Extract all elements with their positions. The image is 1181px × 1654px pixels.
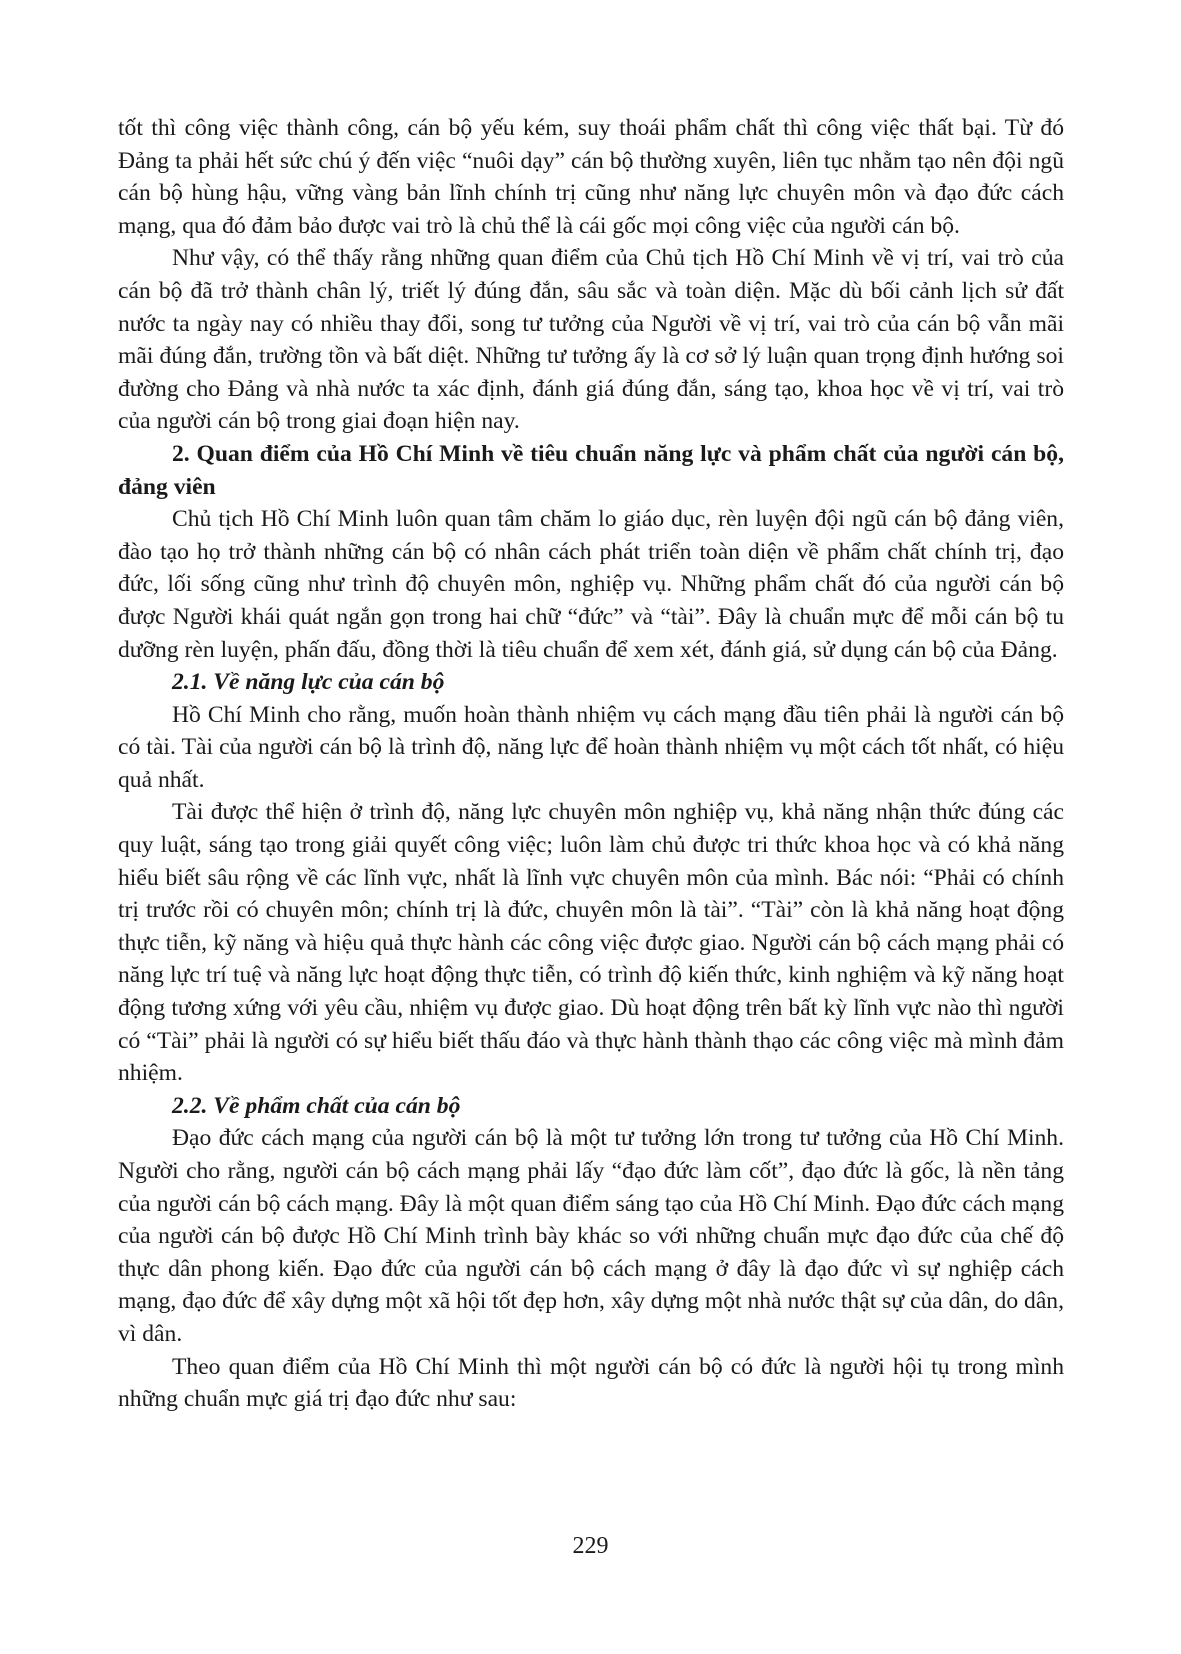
subsection-heading-2-2: 2.2. Về phẩm chất của cán bộ bbox=[172, 1092, 461, 1119]
body-text bbox=[118, 112, 1064, 1416]
paragraph-4: Hồ Chí Minh cho rằng, muốn hoàn thành nhiệm vụ cách mạng đầu tiên phải là người cán bộ có tài. Tài của người cán bộ là trình độ, năng lực để hoàn thành nhiệm vụ một cách tốt nhất, có hiệu quả nhất. bbox=[118, 701, 1064, 793]
paragraph-6: Đạo đức cách mạng của người cán bộ là một tư tưởng lớn trong tư tưởng của Hồ Chí Minh. Người cho rằng, người cán bộ cách mạng phải lấy “đạo đức làm cốt”, đạo đức là gốc, là nền tảng của người cán bộ cách mạng. Đây là một quan điểm sáng tạo của Hồ Chí Minh. Đạo đức cách mạng của người cán bộ được Hồ Chí Minh trình bày khác so với những chuẩn mực đạo đức của chế độ thực dân phong kiến. Đạo đức của người cán bộ cách mạng ở đây là đạo đức vì sự nghiệp cách mạng, đạo đức để xây dựng một xã hội tốt đẹp hơn, xây dựng một nhà nước thật sự của dân, do dân, vì dân. bbox=[118, 1125, 1064, 1347]
paragraph-5: Tài được thể hiện ở trình độ, năng lực chuyên môn nghiệp vụ, khả năng nhận thức đúng các quy luật, sáng tạo trong giải quyết công việc; luôn làm chủ được tri thức khoa học và có khả năng hiểu biết sâu rộng về các lĩnh vực, nhất là lĩnh vực chuyên môn của mình. Bác nói: “Phải có chính trị trước rồi có chuyên môn; chính trị là đức, chuyên môn là tài”. “Tài” còn là khả năng hoạt động thực tiễn, kỹ năng và hiệu quả thực hành các công việc được giao. Người cán bộ cách mạng phải có năng lực trí tuệ và năng lực hoạt động thực tiễn, có trình độ kiến thức, kinh nghiệm và kỹ năng hoạt động tương xứng với yêu cầu, nhiệm vụ được giao. Dù hoạt động trên bất kỳ lĩnh vực nào thì người có “Tài” phải là người có sự hiểu biết thấu đáo và thực hành thành thạo các công việc mà mình đảm nhiệm. bbox=[118, 799, 1064, 1087]
section-heading-2: 2. Quan điểm của Hồ Chí Minh về tiêu chuẩn năng lực và phẩm chất của người cán bộ, đảng viên bbox=[118, 440, 1064, 500]
page-number: 229 bbox=[572, 1533, 609, 1559]
paragraph-2: Như vậy, có thể thấy rằng những quan điểm của Chủ tịch Hồ Chí Minh về vị trí, vai trò của cán bộ đã trở thành chân lý, triết lý đúng đắn, sâu sắc và toàn diện. Mặc dù bối cảnh lịch sử đất nước ta ngày nay có nhiều thay đổi, song tư tưởng của Người về vị trí, vai trò của cán bộ vẫn mãi mãi đúng đắn, trường tồn và bất diệt. Những tư tưởng ấy là cơ sở lý luận quan trọng định hướng soi đường cho Đảng và nhà nước ta xác định, đánh giá đúng đắn, sáng tạo, khoa học về vị trí, vai trò của người cán bộ trong giai đoạn hiện nay. bbox=[118, 245, 1064, 435]
subsection-heading-2-1: 2.1. Về năng lực của cán bộ bbox=[172, 669, 445, 696]
paragraph-3: Chủ tịch Hồ Chí Minh luôn quan tâm chăm lo giáo dục, rèn luyện đội ngũ cán bộ đảng viên, đào tạo họ trở thành những cán bộ có nhân cách phát triển toàn diện về phẩm chất chính trị, đạo đức, lối sống cũng như trình độ chuyên môn, nghiệp vụ. Những phẩm chất đó của người cán bộ được Người khái quát ngắn gọn trong hai chữ “đức” và “tài”. Đây là chuẩn mực để mỗi cán bộ tu dưỡng rèn luyện, phấn đấu, đồng thời là tiêu chuẩn để xem xét, đánh giá, sử dụng cán bộ của Đảng. bbox=[118, 506, 1064, 663]
paragraph-7: Theo quan điểm của Hồ Chí Minh thì một người cán bộ có đức là người hội tụ trong mình những chuẩn mực giá trị đạo đức như sau: bbox=[118, 1353, 1064, 1413]
paragraph-1: tốt thì công việc thành công, cán bộ yếu kém, suy thoái phẩm chất thì công việc thất bại. Từ đó Đảng ta phải hết sức chú ý đến việc “nuôi dạy” cán bộ thường xuyên, liên tục nhằm tạo nên đội ngũ cán bộ hùng hậu, vững vàng bản lĩnh chính trị cũng như năng lực chuyên môn và đạo đức cách mạng, qua đó đảm bảo được vai trò là chủ thể là cái gốc mọi công việc của người cán bộ. bbox=[118, 115, 1064, 239]
